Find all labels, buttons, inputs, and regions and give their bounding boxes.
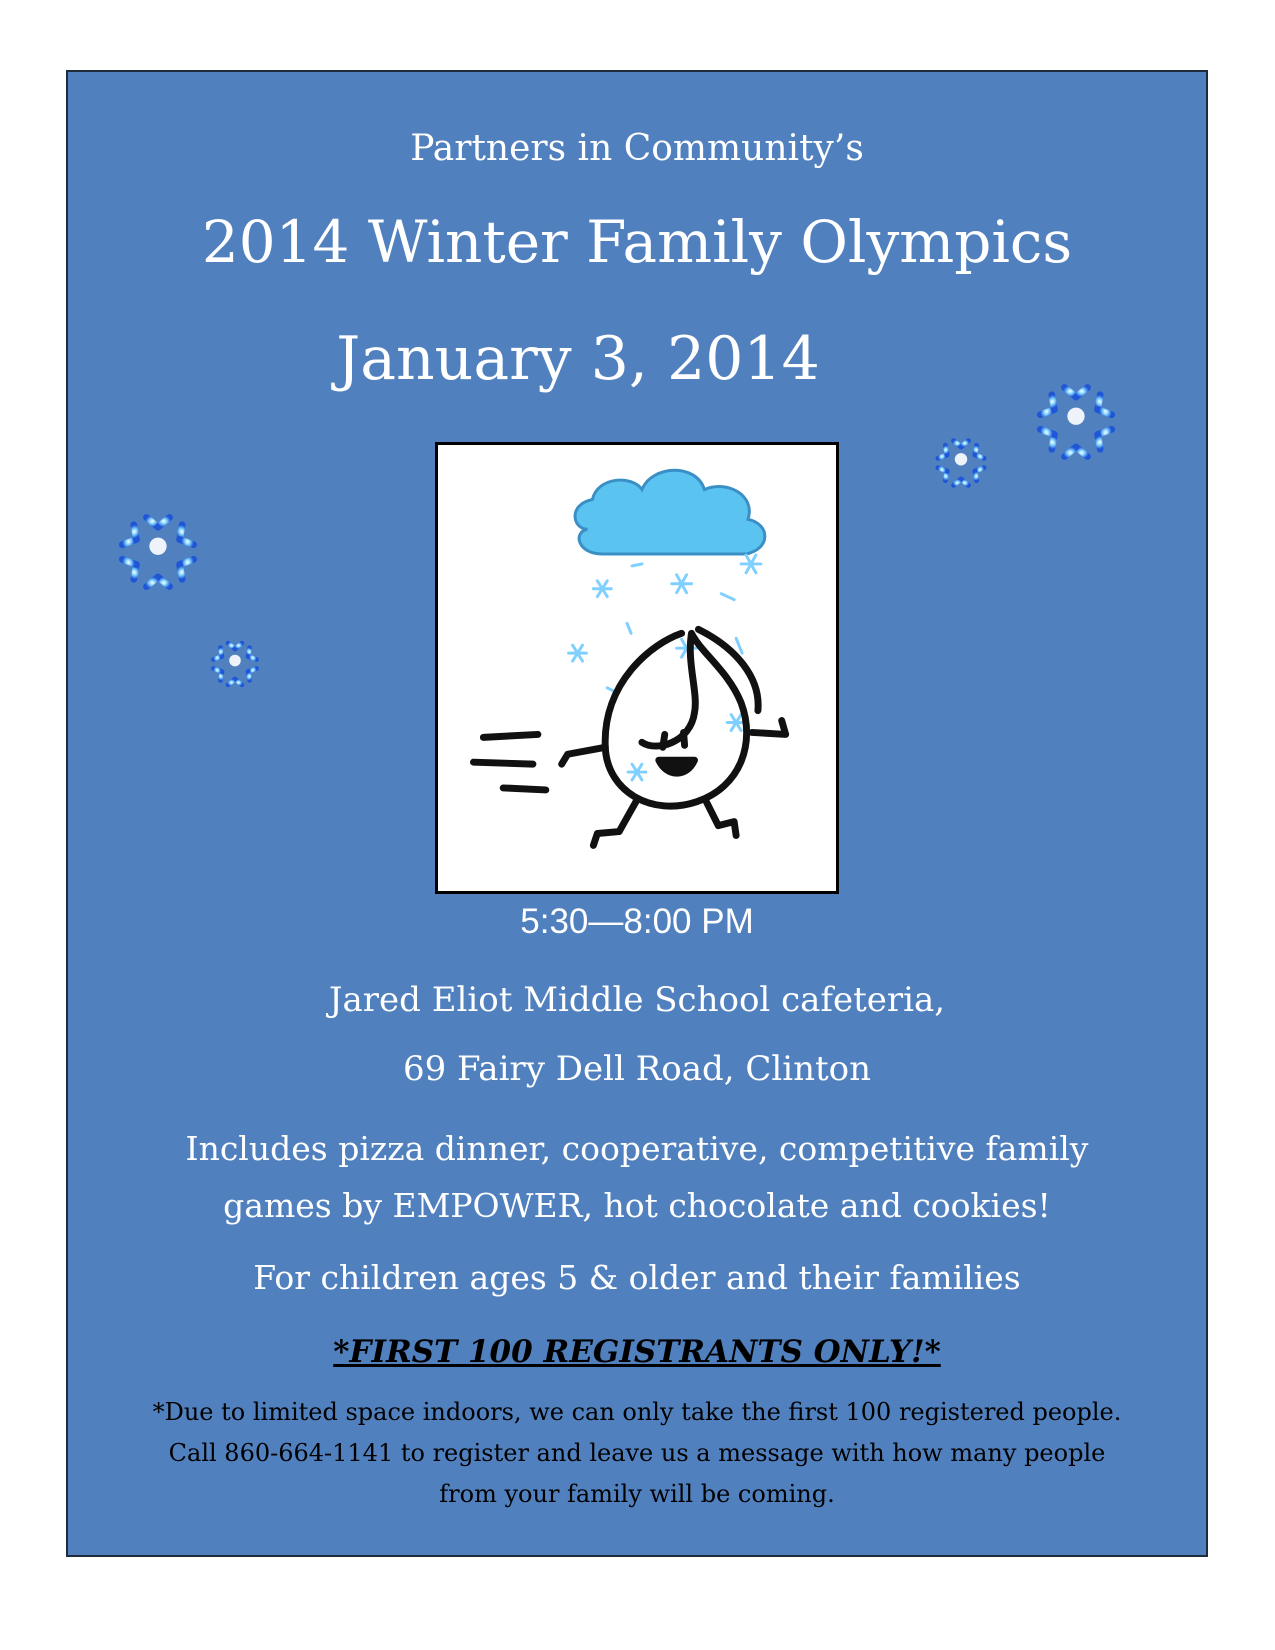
snowflake-icon (930, 432, 992, 494)
cloud-icon (575, 470, 765, 554)
event-address: 69 Fairy Dell Road, Clinton (402, 1049, 872, 1089)
event-time: 5:30—8:00 PM (520, 902, 754, 941)
event-includes (68, 1120, 1206, 1234)
presenter-line: Partners in Community’s (410, 128, 864, 169)
event-audience: For children ages 5 & older and their families (253, 1258, 1021, 1297)
flyer (66, 70, 1208, 1557)
includes-line: Includes pizza dinner, cooperative, competitive family (185, 1129, 1089, 1168)
includes-line: games by EMPOWER, hot chocolate and cookies! (223, 1186, 1051, 1225)
snowflake-icon (110, 504, 206, 600)
event-title: 2014 Winter Family Olympics (201, 208, 1073, 276)
event-venue: Jared Eliot Middle School cafeteria, (328, 980, 946, 1020)
registration-limit-notice: *FIRST 100 REGISTRANTS ONLY!* (333, 1334, 941, 1370)
registration-fine-print (68, 1392, 1206, 1515)
fine-print-line: Call 860-664-1141 to register and leave us a message with how many people (168, 1439, 1106, 1467)
running-raindrop-illustration (435, 442, 839, 894)
snowflake-icon (206, 635, 264, 693)
raindrop-character (473, 629, 785, 845)
fine-print-line: from your family will be coming. (439, 1480, 835, 1508)
event-date: January 3, 2014 (336, 324, 820, 394)
fine-print-line: *Due to limited space indoors, we can only take the first 100 registered people. (152, 1398, 1122, 1426)
snowflake-icon (1028, 374, 1124, 470)
